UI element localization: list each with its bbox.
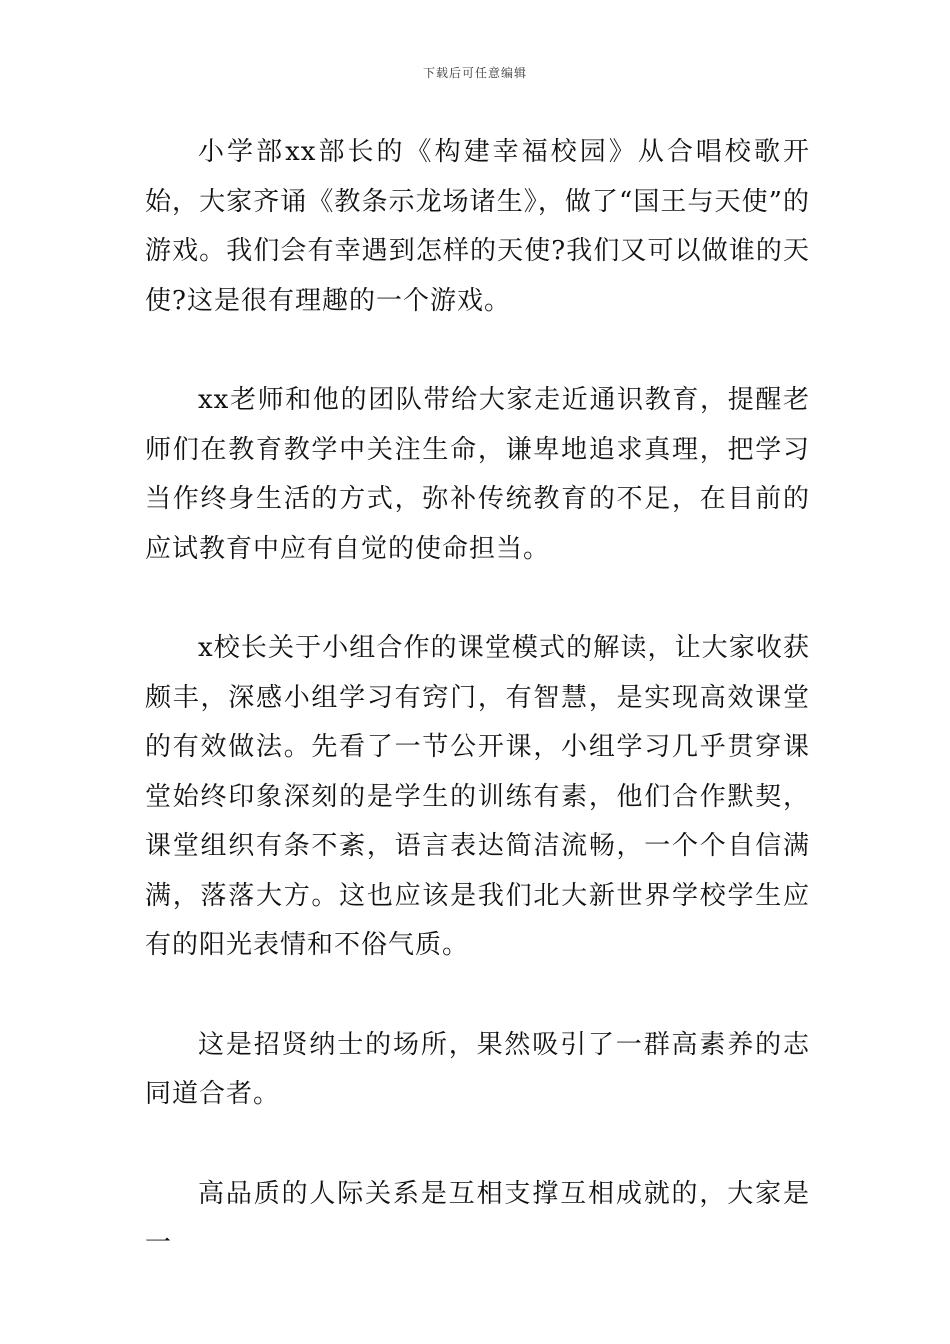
header-note: 下载后可任意编辑 [422,66,527,80]
paragraph-1: 小学部xx部长的《构建幸福校园》从合唱校歌开始，大家齐诵《教条示龙场诸生》，做了“国王与天使”的游戏。我们会有幸遇到怎样的天使?我们又可以做谁的天使?这是很有理趣的一个游戏。 [145,137,810,316]
document-body [145,128,810,1269]
paragraph-2: xx老师和他的团队带给大家走近通识教育，提醒老师们在教育教学中关注生命，谦卑地追求真理，把学习当作终身生活的方式，弥补传统教育的不足，在目前的应试教育中应有自觉的使命担当。 [145,385,810,564]
paragraph-5: 高品质的人际关系是互相支撑互相成就的，大家是一 [145,1178,810,1258]
paragraph-4: 这是招贤纳士的场所，果然吸引了一群高素养的志同道合者。 [145,1029,810,1109]
paragraph-3: x校长关于小组合作的课堂模式的解读，让大家收获颇丰，深感小组学习有窍门，有智慧，是实现高效课堂的有效做法。先看了一节公开课，小组学习几乎贯穿课堂始终印象深刻的是学生的训练有素，他们合作默契，课堂组织有条不紊，语言表达简洁流畅，一个个自信满满，落落大方。这也应该是我们北大新世界学校学生应有的阳光表情和不俗气质。 [145,633,810,960]
